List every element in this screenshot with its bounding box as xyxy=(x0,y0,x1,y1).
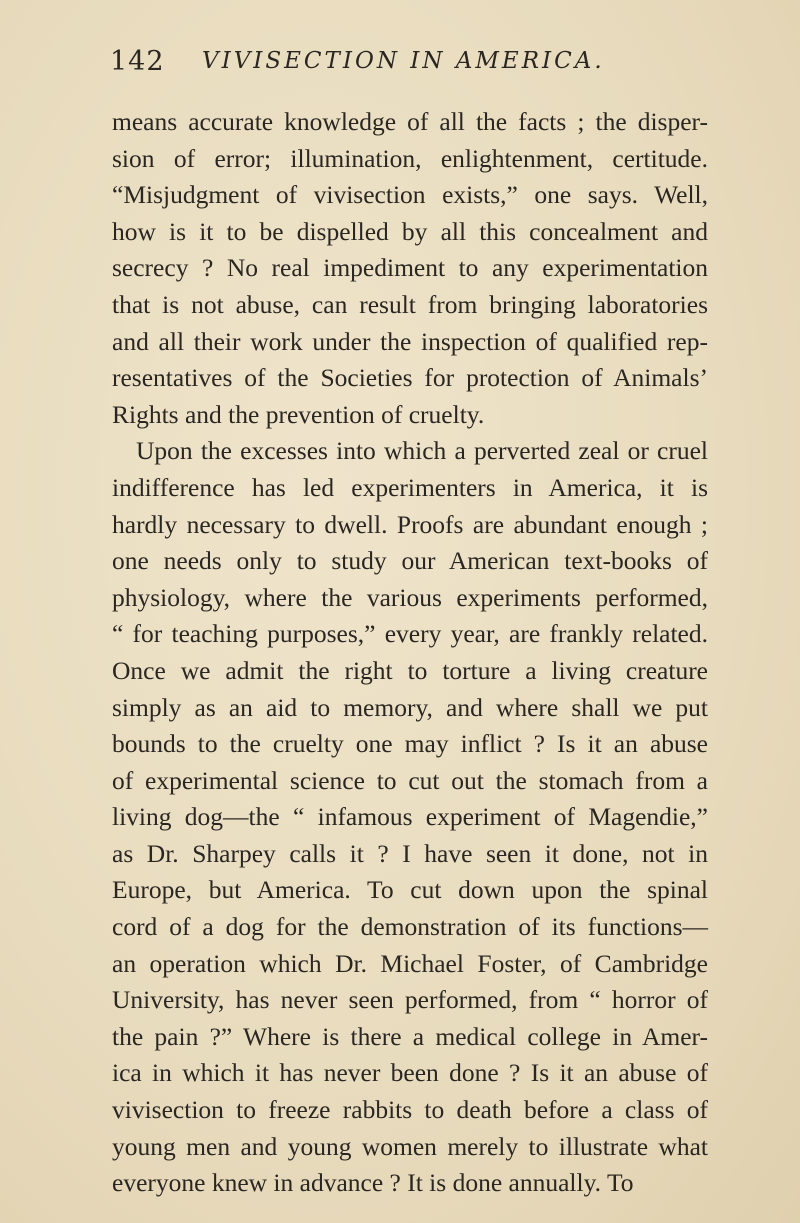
text-line: how is it to be dispelled by all this concealment and xyxy=(112,216,708,246)
text-line: of experimental science to cut out the stomach from a xyxy=(112,765,708,795)
text-line: that is not abuse, can result from bringing laboratories xyxy=(112,289,708,319)
page-header xyxy=(110,46,710,86)
text-line: an operation which Dr. Michael Foster, of Cambridge xyxy=(112,948,708,978)
text-line: as Dr. Sharpey calls it ? I have seen it done, not in xyxy=(112,838,708,868)
text-line: means accurate knowledge of all the facts ; the disper- xyxy=(112,107,708,136)
text-line: resentatives of the Societies for protection of Animals’ xyxy=(112,363,708,393)
text-line: Once we admit the right to torture a living creature xyxy=(112,655,708,685)
body-text xyxy=(112,104,708,1202)
text-line: vivisection to freeze rabbits to death before a class of xyxy=(112,1095,708,1125)
text-line: and all their work under the inspection of qualified rep- xyxy=(112,326,708,356)
text-line: Upon the excesses into which a perverted zeal or cruel xyxy=(136,436,708,466)
text-line: everyone knew in advance ? It is done annually. To xyxy=(112,1168,634,1198)
text-line: physiology, where the various experiments performed, xyxy=(112,582,708,612)
page-number: 142 xyxy=(110,46,165,77)
text-line: Rights and the prevention of cruelty. xyxy=(112,399,485,429)
text-line: hardly necessary to dwell. Proofs are abundant enough ; xyxy=(112,509,708,539)
text-line: University, has never seen performed, from “ horror of xyxy=(112,985,708,1015)
text-line: young men and young women merely to illustrate what xyxy=(112,1131,708,1161)
running-head: VIVISECTION IN AMERICA. xyxy=(202,48,605,74)
text-line: the pain ?” Where is there a medical college in Amer- xyxy=(112,1021,708,1051)
text-line: sion of error; illumination, enlightenment, certitude. xyxy=(112,143,708,173)
text-line: “ for teaching purposes,” every year, are frankly related. xyxy=(112,619,708,649)
text-line: ica in which it has never been done ? Is it an abuse of xyxy=(112,1058,708,1088)
text-line: living dog—the “ infamous experiment of Magendie,” xyxy=(112,802,708,832)
text-line: simply as an aid to memory, and where shall we put xyxy=(112,692,708,722)
text-line: secrecy ? No real impediment to any experimentation xyxy=(112,253,708,283)
text-line: indifference has led experimenters in America, it is xyxy=(112,472,708,502)
text-line: one needs only to study our American text-books of xyxy=(112,546,708,576)
text-line: bounds to the cruelty one may inflict ? Is it an abuse xyxy=(112,729,708,759)
text-line: “Misjudgment of vivisection exists,” one says. Well, xyxy=(112,180,708,210)
text-line: cord of a dog for the demonstration of its functions— xyxy=(112,912,708,942)
text-line: Europe, but America. To cut down upon the spinal xyxy=(112,875,708,905)
